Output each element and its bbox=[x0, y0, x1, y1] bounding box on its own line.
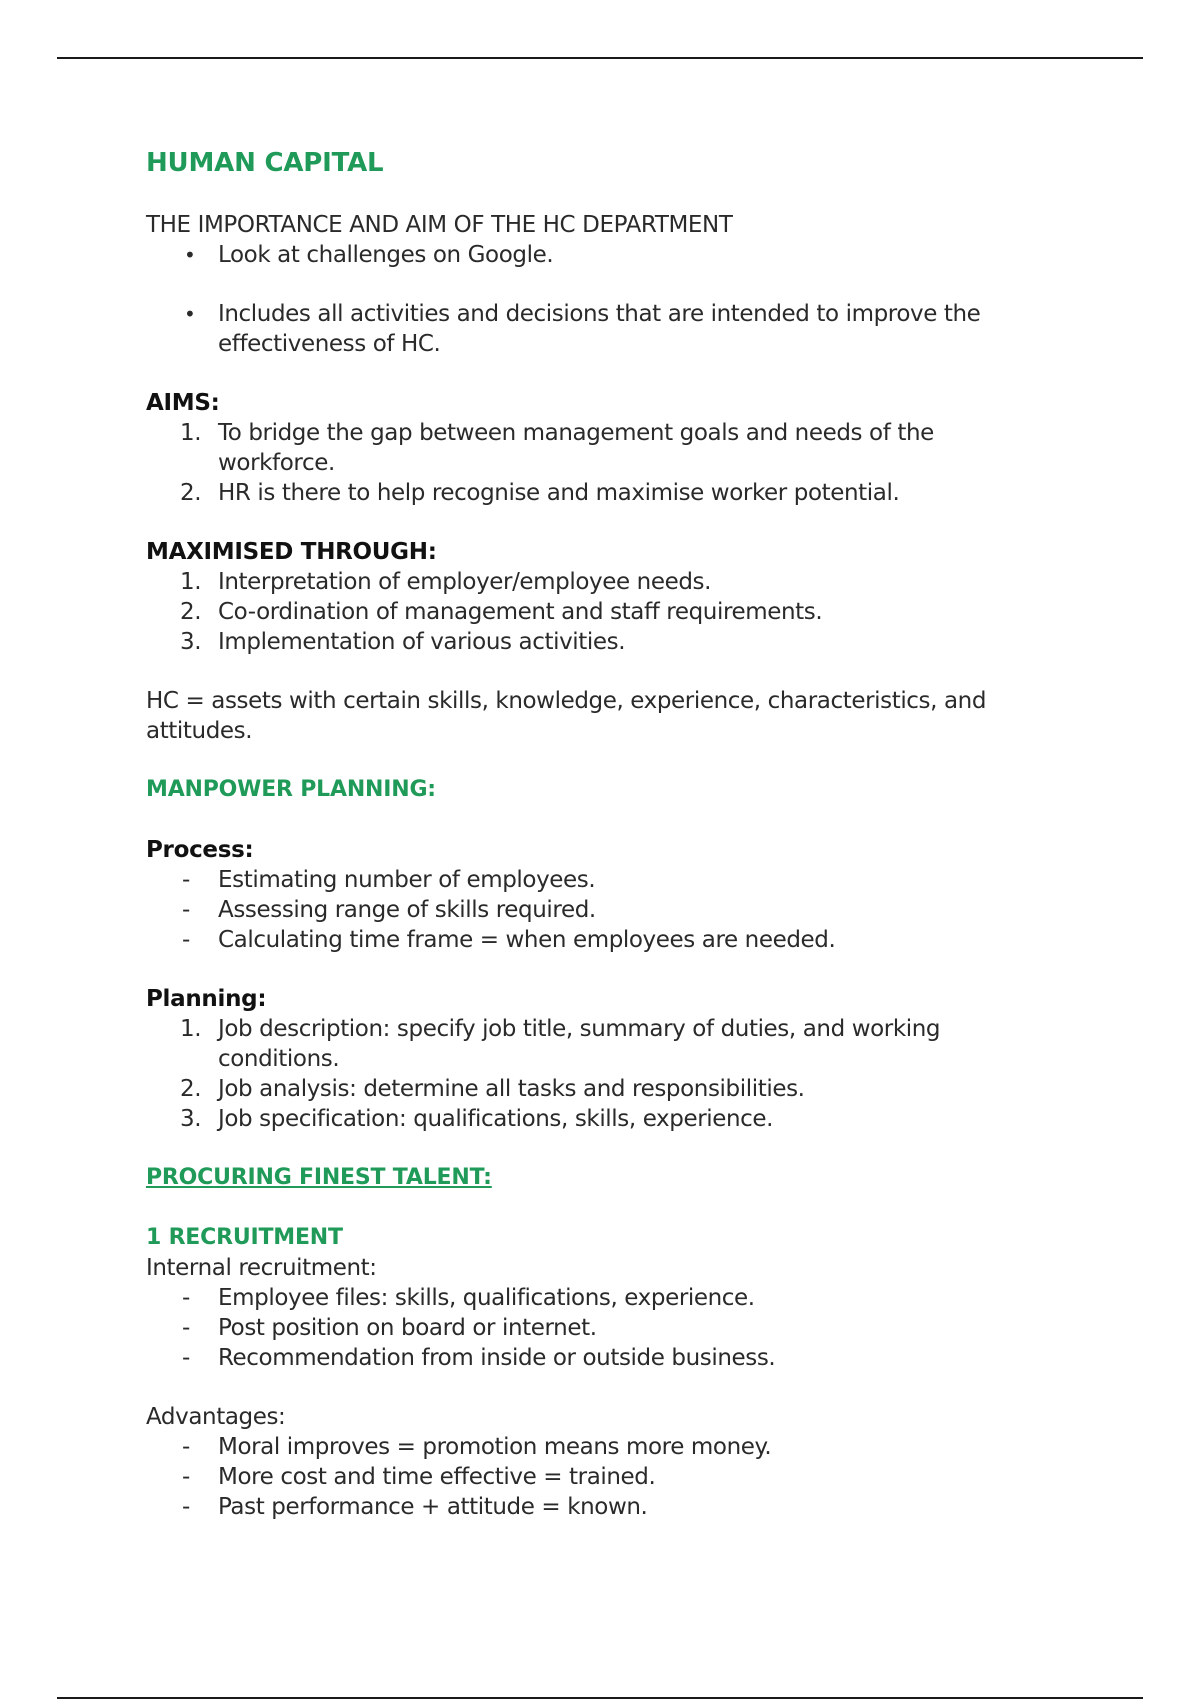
section-importance-heading: THE IMPORTANCE AND AIM OF THE HC DEPARTMENT bbox=[146, 212, 733, 238]
aims-list bbox=[146, 418, 1046, 508]
list-item-text: Past performance + attitude = known. bbox=[218, 1494, 648, 1520]
list-item bbox=[146, 1462, 1046, 1492]
list-item bbox=[146, 1492, 1046, 1522]
advantages-list bbox=[146, 1432, 1046, 1522]
dash-marker: - bbox=[182, 867, 190, 893]
list-number: 1. bbox=[180, 1016, 202, 1042]
aims-heading: AIMS: bbox=[146, 390, 220, 416]
advantages-label: Advantages: bbox=[146, 1404, 286, 1430]
list-item-text: More cost and time effective = trained. bbox=[218, 1464, 656, 1490]
list-item-text: Moral improves = promotion means more money. bbox=[218, 1434, 772, 1460]
list-item bbox=[146, 240, 1046, 270]
list-item-text: Job description: specify job title, summary of duties, and working conditions. bbox=[218, 1016, 941, 1072]
list-number: 2. bbox=[180, 480, 202, 506]
internal-recruitment-list bbox=[146, 1283, 1046, 1373]
list-item-text: Estimating number of employees. bbox=[218, 867, 596, 893]
list-item bbox=[146, 299, 1046, 359]
list-item bbox=[146, 567, 1046, 597]
list-item-text: Job specification: qualifications, skills, experience. bbox=[218, 1106, 774, 1132]
list-item bbox=[146, 1313, 1046, 1343]
list-item-text: Employee files: skills, qualifications, experience. bbox=[218, 1285, 755, 1311]
internal-recruitment-label: Internal recruitment: bbox=[146, 1255, 377, 1281]
list-item bbox=[146, 1074, 1046, 1104]
procuring-heading: PROCURING FINEST TALENT: bbox=[146, 1165, 492, 1190]
process-heading: Process: bbox=[146, 837, 254, 863]
list-number: 3. bbox=[180, 629, 202, 655]
list-item-text: Job analysis: determine all tasks and responsibilities. bbox=[218, 1076, 805, 1102]
maximised-list bbox=[146, 567, 1046, 657]
list-item bbox=[146, 478, 1046, 508]
list-item bbox=[146, 1283, 1046, 1313]
dash-marker: - bbox=[182, 897, 190, 923]
bullet-marker: • bbox=[184, 243, 196, 267]
list-item bbox=[146, 597, 1046, 627]
dash-marker: - bbox=[182, 927, 190, 953]
dash-marker: - bbox=[182, 1494, 190, 1520]
document-body bbox=[146, 146, 1046, 1522]
hc-definition: HC = assets with certain skills, knowledge, experience, characteristics, and attitudes. bbox=[146, 688, 987, 744]
list-number: 1. bbox=[180, 420, 202, 446]
list-item-text: Interpretation of employer/employee needs. bbox=[218, 569, 712, 595]
list-item-text: Post position on board or internet. bbox=[218, 1315, 597, 1341]
list-item bbox=[146, 418, 1046, 478]
list-number: 2. bbox=[180, 599, 202, 625]
planning-list bbox=[146, 1014, 1046, 1134]
list-item bbox=[146, 1432, 1046, 1462]
list-item-text: Assessing range of skills required. bbox=[218, 897, 596, 923]
list-item-text: Look at challenges on Google. bbox=[218, 242, 554, 268]
list-item bbox=[146, 1014, 1046, 1074]
maximised-heading: MAXIMISED THROUGH: bbox=[146, 539, 437, 565]
list-item-text: Implementation of various activities. bbox=[218, 629, 626, 655]
list-item-text: Calculating time frame = when employees are needed. bbox=[218, 927, 836, 953]
list-item-text: Co-ordination of management and staff requirements. bbox=[218, 599, 823, 625]
list-item bbox=[146, 925, 1046, 955]
list-item-text: Recommendation from inside or outside business. bbox=[218, 1345, 776, 1371]
dash-marker: - bbox=[182, 1464, 190, 1490]
list-item-text: Includes all activities and decisions that are intended to improve the effectiveness of HC. bbox=[218, 301, 981, 357]
top-rule bbox=[57, 57, 1143, 59]
list-number: 2. bbox=[180, 1076, 202, 1102]
list-item bbox=[146, 865, 1046, 895]
dash-marker: - bbox=[182, 1434, 190, 1460]
bullet-marker: • bbox=[184, 302, 196, 326]
dash-marker: - bbox=[182, 1285, 190, 1311]
list-item bbox=[146, 1104, 1046, 1134]
list-item bbox=[146, 1343, 1046, 1373]
dash-marker: - bbox=[182, 1345, 190, 1371]
bottom-rule bbox=[57, 1697, 1143, 1699]
recruitment-heading: 1 RECRUITMENT bbox=[146, 1225, 343, 1250]
list-item-text: To bridge the gap between management goals and needs of the workforce. bbox=[218, 420, 934, 476]
list-number: 3. bbox=[180, 1106, 202, 1132]
list-item-text: HR is there to help recognise and maximise worker potential. bbox=[218, 480, 900, 506]
process-list bbox=[146, 865, 1046, 955]
dash-marker: - bbox=[182, 1315, 190, 1341]
importance-bullet-list bbox=[146, 240, 1046, 359]
page-title: HUMAN CAPITAL bbox=[146, 148, 384, 178]
list-number: 1. bbox=[180, 569, 202, 595]
planning-heading: Planning: bbox=[146, 986, 267, 1012]
list-item bbox=[146, 895, 1046, 925]
manpower-heading: MANPOWER PLANNING: bbox=[146, 777, 436, 802]
list-item bbox=[146, 627, 1046, 657]
